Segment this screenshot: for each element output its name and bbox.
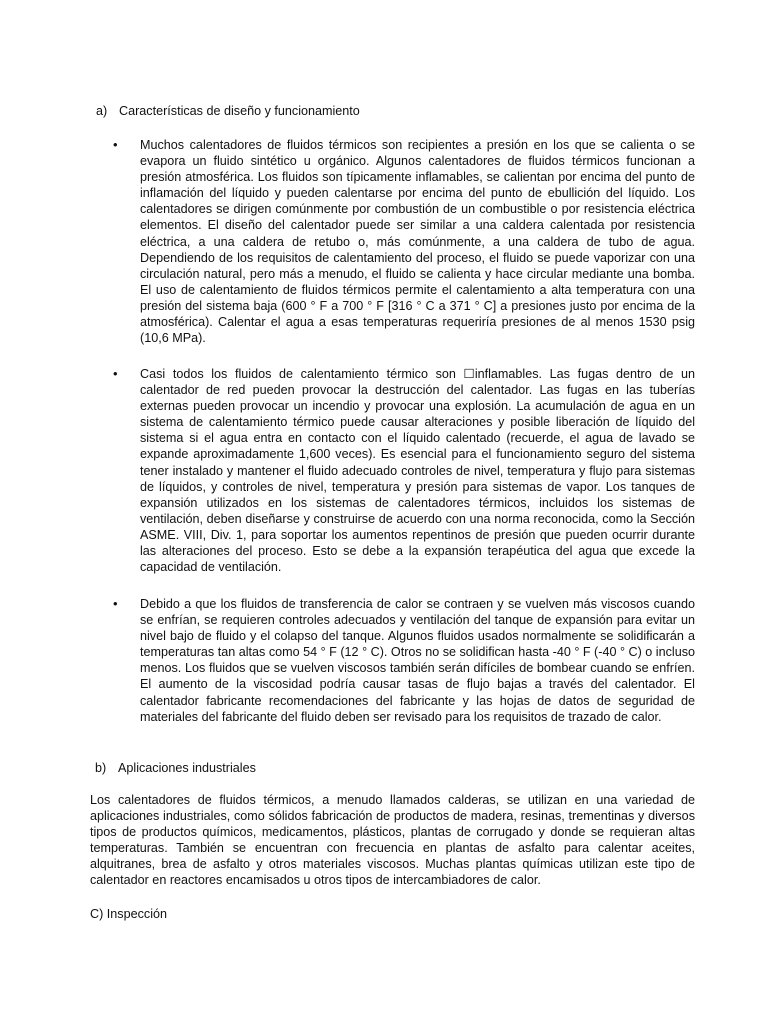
bullet-text: Debido a que los fluidos de transferencia de calor se contraen y se vuelven más viscosos cuando se enfrían, se requieren controles adecuados y ventilación del tanque de expansión para evitar un nivel bajo de fluido y el colapso del tanque. Algunos fluidos usados normalmente se solidificarán a temperaturas tan altas como 54 ° F (12 ° C). Otros no se solidifican hasta -40 ° F (-40 ° C) o incluso menos. Los fluidos que se vuelven viscosos también serán difíciles de bombear cuando se enfríen. El aumento de la viscosidad podría causar tasas de flujo bajas a través del calentador. El calentador fabricante recomendaciones del fabricante y las hojas de datos de seguridad de materiales del fabricante del fluido deben ser revisado para los requisitos de trazado de calor. [140, 597, 695, 724]
section-b-title: Aplicaciones industriales [118, 761, 256, 775]
bullet-text: Casi todos los fluidos de calentamiento térmico son ☐inflamables. Las fugas dentro de un calentador de red pueden provocar la destrucción del calentador. Las fugas en las tuberías externas pueden provocar un incendio y provocar una explosión. La acumulación de agua en un sistema de calentamiento térmico puede causar alteraciones y posible liberación de líquido del sistema si el agua entra en contacto con el líquido calentado (recuerde, el agua de lavado se expande aproximadamente 1,600 veces). Es esencial para el funcionamiento seguro del sistema tener instalado y mantener el fluido adecuado controles de nivel, temperatura y flujo para sistemas de líquidos, y controles de nivel, temperatura y presión para sistemas de vapor. Los tanques de expansión utilizados en los sistemas de calentadores térmicos, incluidos los sistemas de ventilación, deben diseñarse y construirse de acuerdo con una norma reconocida, como la Sección ASME. VIII, Div. 1, para soportar los aumentos repentinos de presión que pueden ocurrir durante las alteraciones del proceso. Esto se debe a la expansión terapéutica del agua que excede la capacidad de ventilación. [140, 367, 695, 575]
paragraph-text: Los calentadores de fluidos térmicos, a menudo llamados calderas, se utilizan en una variedad de aplicaciones industriales, como sólidos fabricación de productos de madera, resinas, trementinas y diversos tipos de productos químicos, medicamentos, plásticos, plantas de corrugado y donde se requieran altas temperaturas. También se encuentran con frecuencia en plantas de asfalto para calentar aceites, alquitranes, brea de asfalto y otros materiales viscosos. Muchas plantas químicas utilizan este tipo de calentador en reactores encamisados u otros tipos de intercambiadores de calor. [90, 793, 695, 888]
bullet-item-design [113, 137, 695, 346]
bullet-text: Muchos calentadores de fluidos térmicos son recipientes a presión en los que se calienta o se evapora un fluido sintético u orgánico. Algunos calentadores de fluidos térmicos funcionan a presión atmosférica. Los fluidos son típicamente inflamables, se calientan por encima del punto de inflamación del líquido y pueden calentarse por encima del punto de ebullición del líquido. Los calentadores se dirigen comúnmente por combustión de un combustible o por resistencia eléctrica elementos. El diseño del calentador puede ser similar a una caldera calentada por resistencia eléctrica, a una caldera de retubo o, más comúnmente, a una caldera de tubo de agua. Dependiendo de los requisitos de calentamiento del proceso, el fluido se puede vaporizar con una circulación natural, pero más a menudo, el fluido se calienta y hace circular mediante una bomba. El uso de calentamiento de fluidos térmicos permite el calentamiento a alta temperatura con una presión del sistema baja (600 ° F a 700 ° F [316 ° C a 371 ° C] a presiones justo por encima de la atmosférica). Calentar el agua a esas temperaturas requeriría presiones de al menos 1530 psig (10,6 MPa). [140, 138, 695, 346]
bullet-item-flammability [113, 366, 695, 575]
section-c-heading: C) Inspección [90, 907, 167, 921]
bullet-dot: • [113, 137, 118, 152]
industrial-applications-paragraph [90, 792, 695, 889]
section-a-marker: a) [96, 104, 108, 118]
bullet-dot: • [113, 366, 118, 381]
section-b-heading [95, 760, 256, 776]
bullet-item-viscosity [113, 596, 695, 725]
section-a-title: Características de diseño y funcionamiento [119, 104, 360, 118]
section-b-marker: b) [95, 761, 107, 775]
bullet-dot: • [113, 596, 118, 611]
section-a-heading [96, 103, 360, 119]
